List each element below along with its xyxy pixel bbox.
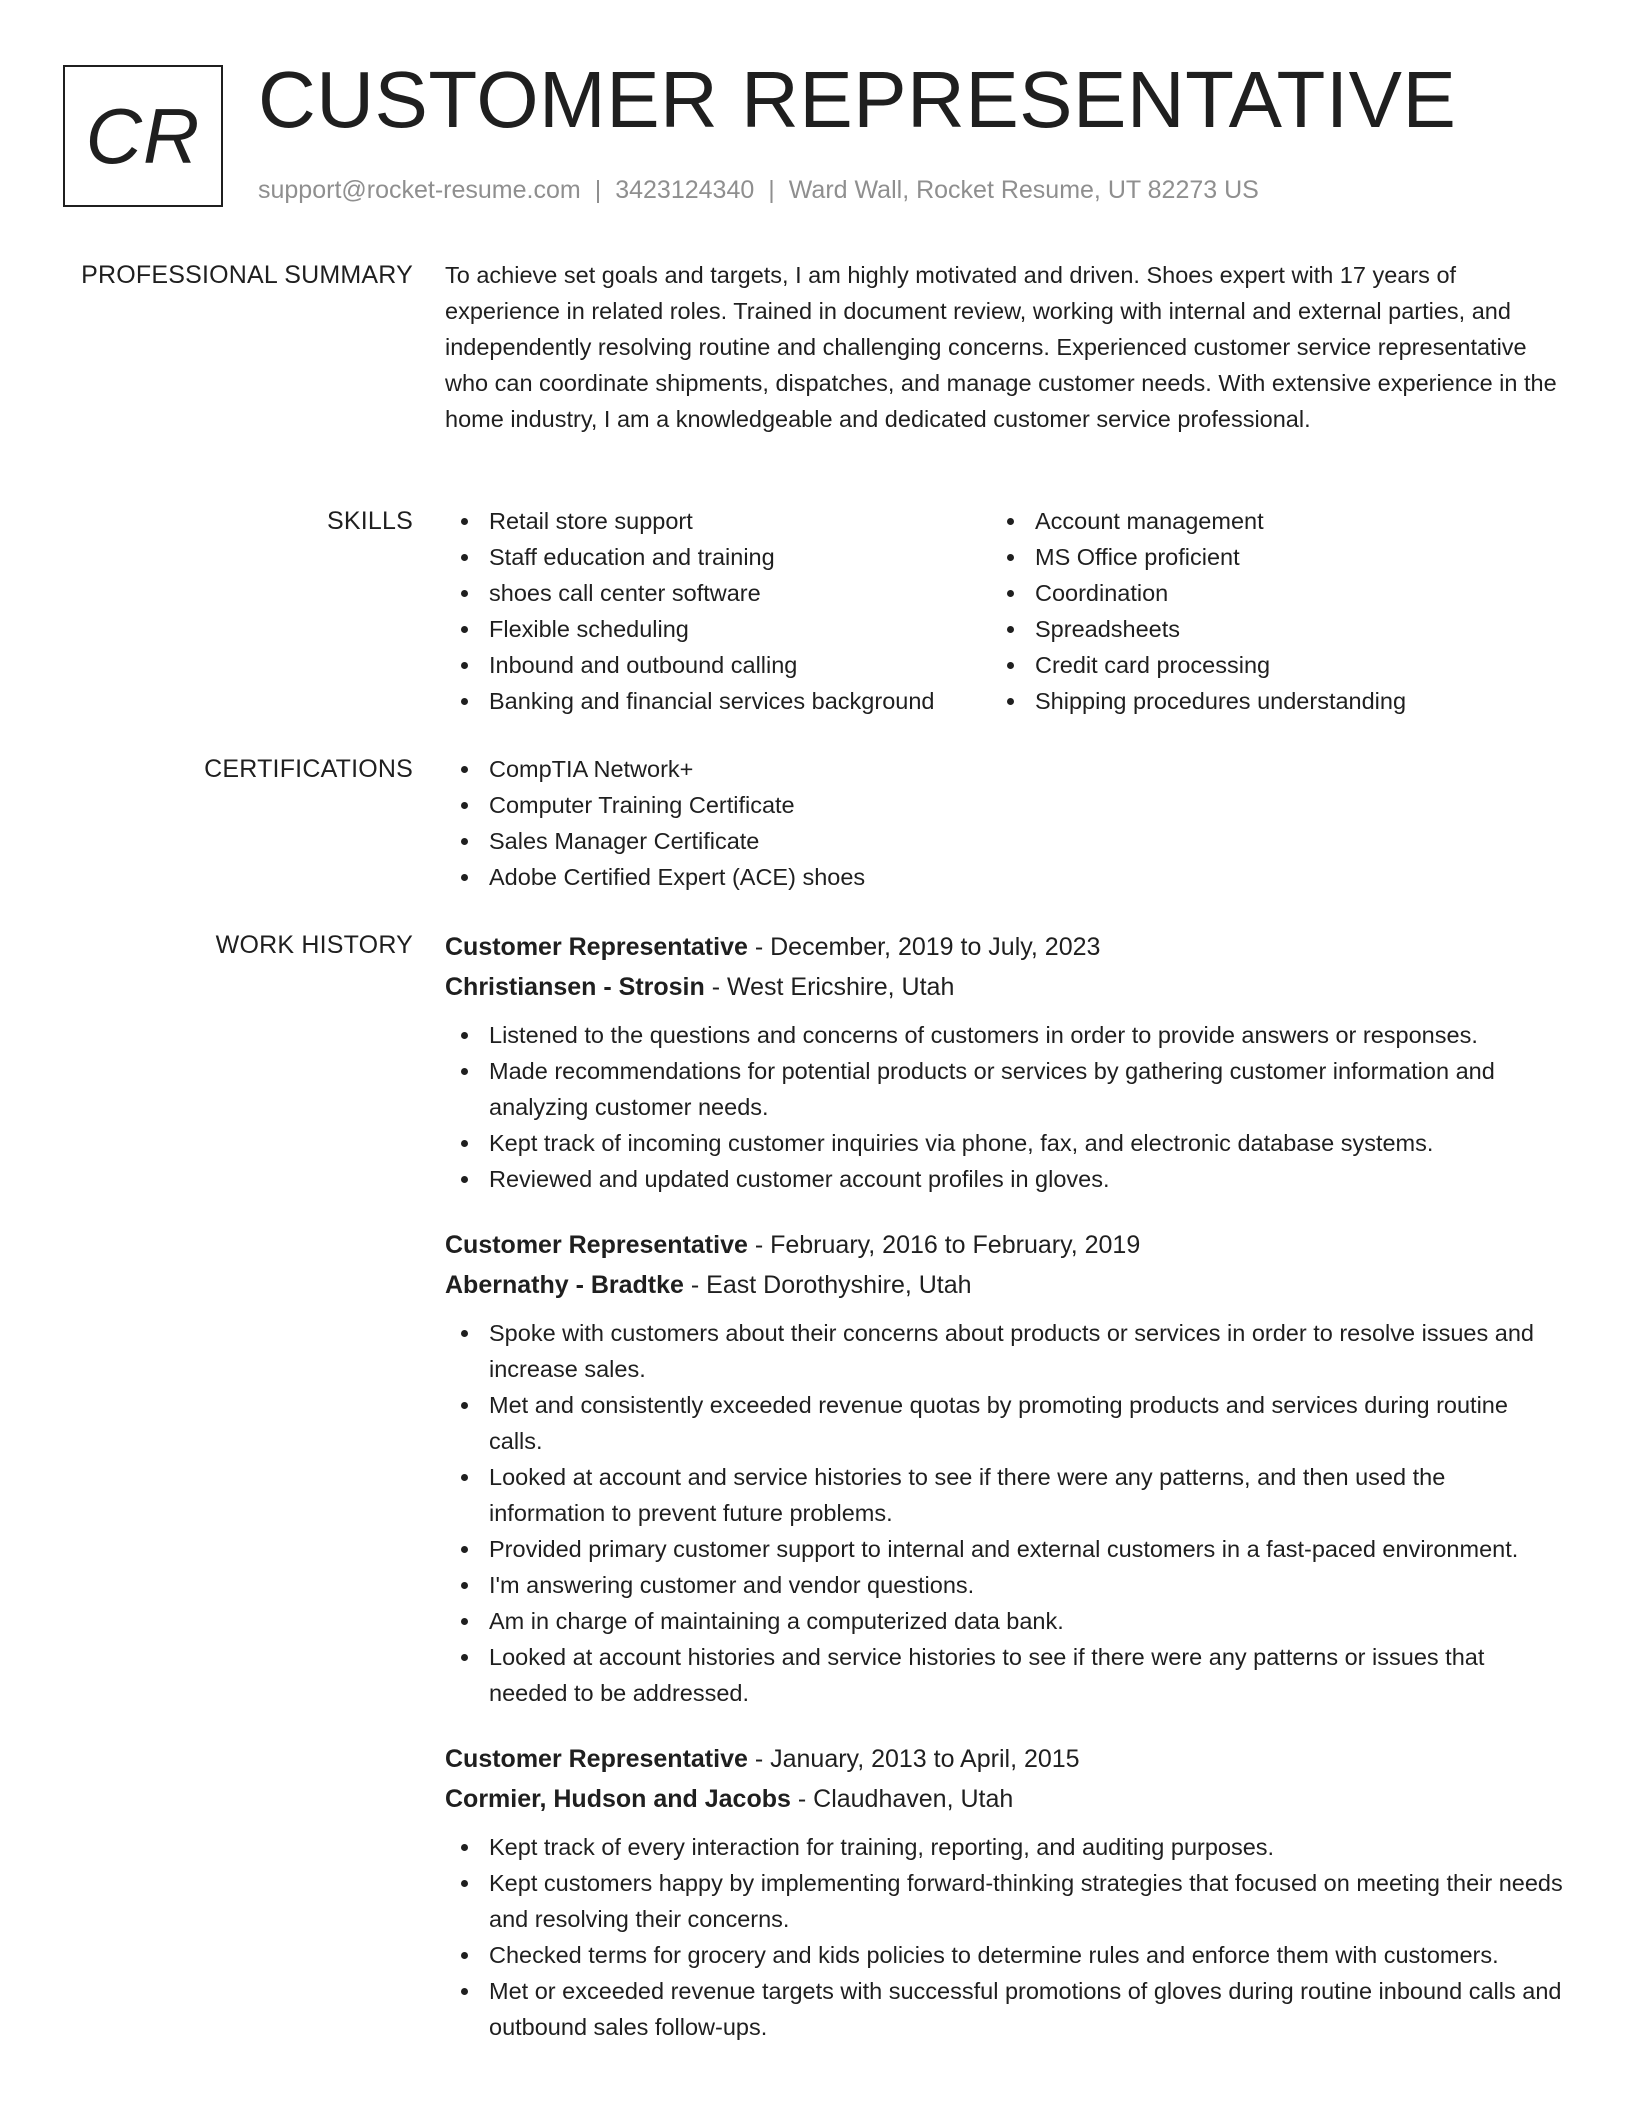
skill-item: Flexible scheduling <box>445 611 991 647</box>
certifications-list <box>445 751 1565 895</box>
contact-separator: | <box>594 176 602 204</box>
skills-columns <box>445 503 1565 719</box>
job-title-line <box>445 1225 1565 1265</box>
contact-address: Ward Wall, Rocket Resume, UT 82273 US <box>788 176 1259 204</box>
skill-item: Shipping procedures understanding <box>991 683 1551 719</box>
job-bullets <box>445 1829 1565 2045</box>
skill-item: Banking and financial services background <box>445 683 991 719</box>
job-bullet: Kept track of every interaction for training, reporting, and auditing purposes. <box>445 1829 1565 1865</box>
job-bullet: Provided primary customer support to internal and external customers in a fast-paced environment. <box>445 1531 1565 1567</box>
job-bullets <box>445 1017 1565 1197</box>
skill-item: Account management <box>991 503 1551 539</box>
job-title: Customer Representative <box>445 933 748 961</box>
job-bullet: Met and consistently exceeded revenue quotas by promoting products and services during routine calls. <box>445 1387 1565 1459</box>
monogram-initials: CR <box>85 91 201 180</box>
job-bullet: Met or exceeded revenue targets with successful promotions of gloves during routine inbound calls and outbound sales follow-ups. <box>445 1973 1565 2045</box>
job-company: Abernathy - Bradtke <box>445 1271 684 1299</box>
job-title-line <box>445 1739 1565 1779</box>
job-entry <box>445 1225 1565 1711</box>
job-company-line <box>445 1265 1565 1305</box>
job-bullet: Looked at account histories and service histories to see if there were any patterns or issues that needed to be addressed. <box>445 1639 1565 1711</box>
skill-item: MS Office proficient <box>991 539 1551 575</box>
job-location: - East Dorothyshire, Utah <box>683 1271 972 1299</box>
job-location: - West Ericshire, Utah <box>704 973 955 1001</box>
contact-line <box>258 172 1259 208</box>
job-company: Christiansen - Strosin <box>445 973 705 1001</box>
job-location: - Claudhaven, Utah <box>790 1785 1014 1813</box>
job-company: Cormier, Hudson and Jacobs <box>445 1785 791 1813</box>
work-history-body <box>445 927 1565 2073</box>
section-heading-skills: SKILLS <box>327 507 413 535</box>
job-bullet: Checked terms for grocery and kids policies to determine rules and enforce them with customers. <box>445 1937 1565 1973</box>
monogram-box <box>63 65 223 207</box>
skill-item: Spreadsheets <box>991 611 1551 647</box>
job-bullet: Spoke with customers about their concerns about products or services in order to resolve issues and increase sales. <box>445 1315 1565 1387</box>
job-bullets <box>445 1315 1565 1711</box>
certification-item: Adobe Certified Expert (ACE) shoes <box>445 859 1565 895</box>
resume-title: CUSTOMER REPRESENTATIVE <box>258 55 1457 144</box>
job-bullet: Kept track of incoming customer inquiries via phone, fax, and electronic database systems. <box>445 1125 1565 1161</box>
job-dates: - January, 2013 to April, 2015 <box>747 1745 1080 1773</box>
skill-item: Credit card processing <box>991 647 1551 683</box>
section-heading-work-history: WORK HISTORY <box>215 931 413 959</box>
certification-item: Sales Manager Certificate <box>445 823 1565 859</box>
skill-item: Retail store support <box>445 503 991 539</box>
certifications-body <box>445 751 1565 895</box>
job-title-line <box>445 927 1565 967</box>
certification-item: Computer Training Certificate <box>445 787 1565 823</box>
skill-item: shoes call center software <box>445 575 991 611</box>
contact-email[interactable]: support@rocket-resume.com <box>258 176 581 204</box>
job-entry <box>445 1739 1565 2045</box>
job-bullet: Reviewed and updated customer account profiles in gloves. <box>445 1161 1565 1197</box>
skill-item: Coordination <box>991 575 1551 611</box>
job-title: Customer Representative <box>445 1231 748 1259</box>
job-dates: - December, 2019 to July, 2023 <box>747 933 1101 961</box>
job-bullet: I'm answering customer and vendor questions. <box>445 1567 1565 1603</box>
job-dates: - February, 2016 to February, 2019 <box>747 1231 1141 1259</box>
job-bullet: Kept customers happy by implementing forward-thinking strategies that focused on meeting their needs and resolving their concerns. <box>445 1865 1565 1937</box>
job-bullet: Listened to the questions and concerns of customers in order to provide answers or responses. <box>445 1017 1565 1053</box>
section-heading-summary: PROFESSIONAL SUMMARY <box>81 261 413 289</box>
job-bullet: Made recommendations for potential products or services by gathering customer information and analyzing customer needs. <box>445 1053 1565 1125</box>
skill-item: Staff education and training <box>445 539 991 575</box>
summary-text: To achieve set goals and targets, I am highly motivated and driven. Shoes expert with 17 years of experience in related roles. Trained in document review, working with internal and external parties, and independently resolving routine and challenging concerns. Experienced customer service representative who can coordinate shipments, dispatches, and manage customer needs. With extensive experience in the home industry, I am a knowledgeable and dedicated customer service professional. <box>445 262 1557 432</box>
job-company-line <box>445 1779 1565 1819</box>
contact-phone[interactable]: 3423124340 <box>615 176 755 204</box>
skills-list-right <box>991 503 1551 719</box>
contact-separator: | <box>768 176 775 204</box>
job-bullet: Looked at account and service histories to see if there were any patterns, and then used the information to prevent future problems. <box>445 1459 1565 1531</box>
job-entry <box>445 927 1565 1197</box>
job-company-line <box>445 967 1565 1007</box>
skill-item: Inbound and outbound calling <box>445 647 991 683</box>
job-bullet: Am in charge of maintaining a computerized data bank. <box>445 1603 1565 1639</box>
certification-item: CompTIA Network+ <box>445 751 1565 787</box>
section-heading-certifications: CERTIFICATIONS <box>204 755 413 783</box>
summary-body <box>445 257 1565 437</box>
job-title: Customer Representative <box>445 1745 748 1773</box>
skills-body <box>445 503 1565 719</box>
skills-list-left <box>445 503 991 719</box>
